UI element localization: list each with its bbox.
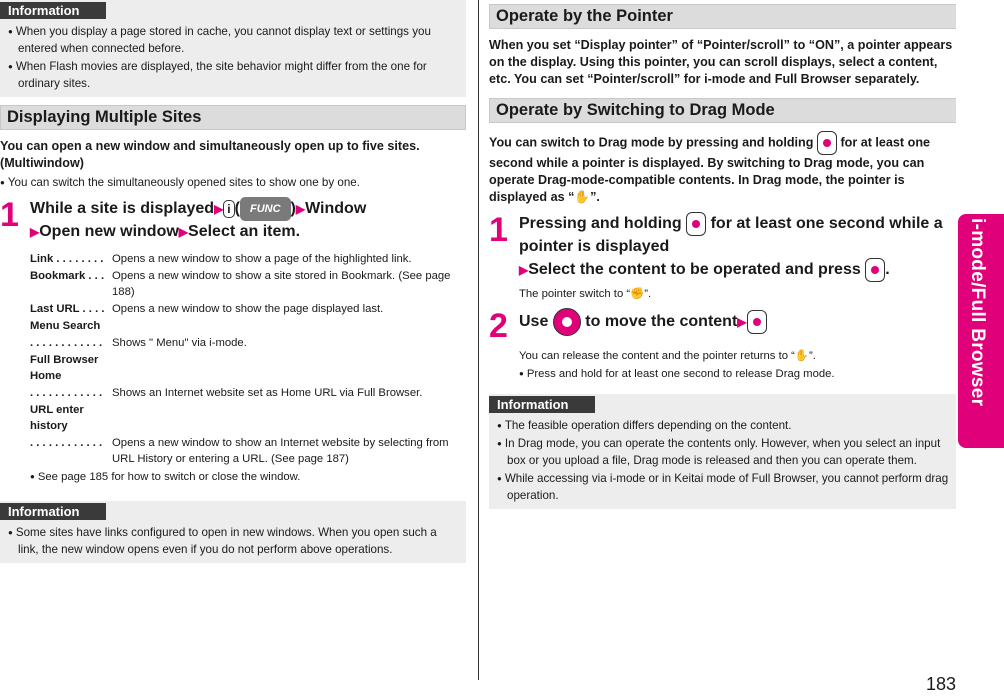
step-text-a: While a site is displayed xyxy=(30,200,215,218)
definition-list xyxy=(30,251,466,467)
step-bullet: ● Press and hold for at least one second to release Drag mode. xyxy=(519,366,957,382)
see-page-note: ● See page 185 for how to switch or close the window. xyxy=(30,469,466,485)
side-tab-label: i-mode/Full Browser xyxy=(967,218,988,407)
step-1-right xyxy=(489,212,957,282)
multi-key-icon xyxy=(553,308,581,336)
arrow-icon: ▶ xyxy=(214,202,224,217)
info-label: Information xyxy=(489,396,595,413)
info-label: Information xyxy=(0,2,106,19)
info-box-cache xyxy=(0,0,466,97)
section-title-drag-mode: Operate by Switching to Drag Mode xyxy=(489,98,957,123)
def-row: Full Browser Home xyxy=(30,354,99,382)
center-key-icon xyxy=(865,258,885,282)
def-row: . . . . . . . . . . . . Shows an Internet website set as Home URL via Full Browser. xyxy=(30,387,423,399)
arrow-icon: ▶ xyxy=(295,202,306,217)
def-row: Last URL . . . . Opens a new window to show the page displayed last. xyxy=(30,303,384,315)
right-column xyxy=(489,0,957,517)
step-text: While a site is displayed▶ i ( FUNC )▶Window ▶Open new window▶Select an item. xyxy=(30,197,366,243)
def-row: . . . . . . . . . . . . Shows " Menu" via i-mode. xyxy=(30,337,247,349)
arrow-icon: ▶ xyxy=(737,315,747,330)
func-key-icon: FUNC xyxy=(240,197,291,221)
intro-bullet: ● You can switch the simultaneously opened sites to show one by one. xyxy=(0,174,466,191)
info-bullet: ● The feasible operation differs depending on the content. xyxy=(497,417,949,434)
side-tab xyxy=(956,0,1004,697)
info-label: Information xyxy=(0,503,106,520)
info-bullet: ● While accessing via i-mode or in Keitai mode of Full Browser, you cannot perform drag operation. xyxy=(497,470,949,504)
step-number: 2 xyxy=(489,307,508,345)
step-text-c: Open new window xyxy=(39,223,179,240)
info-bullet: ● When Flash movies are displayed, the site behavior might differ from the one for ordinary sites. xyxy=(8,58,458,92)
arrow-icon: ▶ xyxy=(30,225,40,239)
step-text: Pressing and holding for at least one second while a pointer is displayed ▶Select the content to be operated and press . xyxy=(519,212,957,282)
i-key-icon: i xyxy=(223,200,234,218)
drag-paragraph: You can switch to Drag mode by pressing and holding for at least one second while a pointer is displayed. By switching to Drag mode, you can operate Drag-mode-compatible contents. In Drag mode, the pointer is displayed as “✋”. xyxy=(489,131,957,206)
step-text-b: Window xyxy=(305,200,367,218)
step-1-left xyxy=(0,197,466,243)
section-title-pointer: Operate by the Pointer xyxy=(489,4,957,29)
def-row: Menu Search xyxy=(30,320,101,332)
step-note: You can release the content and the pointer returns to “✋”. xyxy=(519,350,816,362)
def-row: . . . . . . . . . . . . Opens a new window to show an Internet website by selecting from URL History or entering a URL. (See page 187) xyxy=(30,437,449,465)
step-2-right xyxy=(489,308,957,344)
intro-text: You can open a new window and simultaneously open up to five sites. (Multiwindow) xyxy=(0,139,420,170)
info-bullet: ● In Drag mode, you can operate the contents only. However, when you select an input box or you upload a file, Drag mode is released and then you can operate them. xyxy=(497,435,949,469)
info-box-drag xyxy=(489,394,957,509)
left-column xyxy=(0,0,466,571)
info-bullet: ● Some sites have links configured to open in new windows. When you open such a link, the new window opens even if you do not perform above operations. xyxy=(8,524,458,558)
center-key-icon xyxy=(686,212,706,236)
page-number: 183 xyxy=(925,674,956,694)
step-number: 1 xyxy=(0,196,19,234)
center-key-icon xyxy=(817,131,837,155)
arrow-icon: ▶ xyxy=(178,225,189,239)
def-row: Bookmark . . . Opens a new window to show a site stored in Bookmark. (See page 188) xyxy=(30,270,451,298)
info-box-new-windows xyxy=(0,501,466,563)
center-key-icon xyxy=(747,310,767,334)
arrow-icon: ▶ xyxy=(519,263,529,278)
section-title-multiple-sites: Displaying Multiple Sites xyxy=(0,105,466,130)
step-text: Use to move the content▶ xyxy=(519,308,767,336)
def-row: Link . . . . . . . . Opens a new window to show a page of the highlighted link. xyxy=(30,253,412,265)
step-note: The pointer switch to “✊”. xyxy=(519,288,652,300)
step-text-d: Select an item. xyxy=(188,223,301,240)
step-number: 1 xyxy=(489,211,508,249)
pointer-paragraph: When you set “Display pointer” of “Pointer/scroll” to “ON”, a pointer appears on the display. Using this pointer, you can scroll displays, select a content, etc. You can set “Pointer/scroll” for i-mode and Full Browser separately. xyxy=(489,38,953,86)
def-row: URL enter history xyxy=(30,404,84,432)
column-divider xyxy=(478,0,479,680)
info-bullet: ● When you display a page stored in cache, you cannot display text or settings you entered when connected before. xyxy=(8,23,458,57)
